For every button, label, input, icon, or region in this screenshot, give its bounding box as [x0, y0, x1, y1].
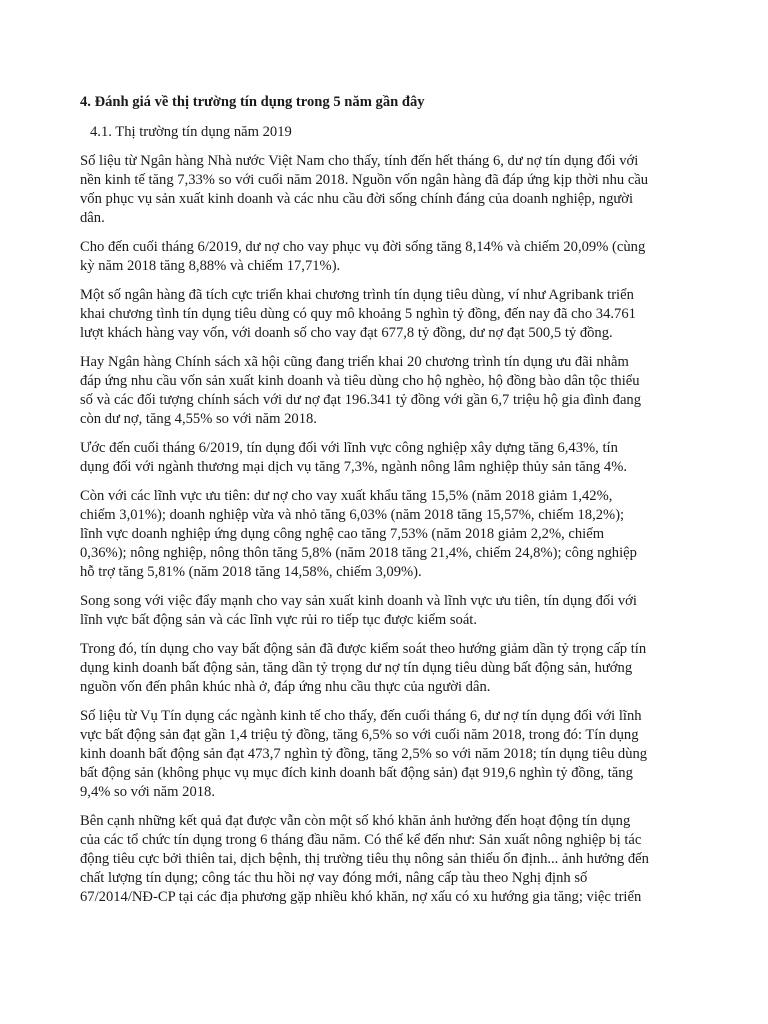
document-page [80, 92, 692, 917]
body-paragraph [80, 812, 692, 907]
body-paragraph [80, 592, 692, 630]
paragraph-line: dân. [80, 210, 105, 226]
subsection-heading: 4.1. Thị trường tín dụng năm 2019 [90, 124, 292, 140]
body-paragraph [80, 353, 692, 429]
paragraph-line: của các tổ chức tín dụng trong 6 tháng đầu năm. Có thể kể đến như: Sản xuất nông nghiệp bị tác [80, 832, 642, 848]
paragraph-line: lĩnh vực doanh nghiệp ứng dụng công nghệ cao tăng 7,53% (năm 2018 giảm 2,2%, chiếm [80, 526, 605, 542]
paragraph-line: hỗ trợ tăng 5,81% (năm 2018 tăng 14,58%, chiếm 3,09%). [80, 564, 422, 580]
paragraph-line: dụng đối với ngành thương mại dịch vụ tăng 7,3%, ngành nông lâm nghiệp thủy sản tăng 4%. [80, 459, 628, 475]
section-heading: 4. Đánh giá về thị trường tín dụng trong 5 năm gần đây [80, 94, 425, 110]
body-paragraph [80, 439, 692, 477]
body-paragraph [80, 152, 692, 228]
paragraph-line: đáp ứng nhu cầu vốn sản xuất kinh doanh và tiêu dùng cho hộ nghèo, hộ đồng bào dân tộc thiểu [80, 373, 640, 389]
paragraph-line: lĩnh vực bất động sản và các lĩnh vực rủi ro tiếp tục được kiểm soát. [80, 612, 477, 628]
paragraph-list [80, 152, 692, 907]
paragraph-line: nguồn vốn đến phân khúc nhà ở, đáp ứng nhu cầu thực của người dân. [80, 679, 491, 695]
paragraph-line: Số liệu từ Vụ Tín dụng các ngành kinh tế cho thấy, đến cuối tháng 6, dư nợ tín dụng đối với lĩnh [80, 708, 642, 724]
paragraph-line: Song song với việc đẩy mạnh cho vay sản xuất kinh doanh và lĩnh vực ưu tiên, tín dụng đối với [80, 593, 637, 609]
paragraph-line: vực bất động sản đạt gần 1,4 triệu tỷ đồng, tăng 6,5% so với cuối năm 2018, trong đó: Tín dụng [80, 727, 639, 743]
paragraph-line: nền kinh tế tăng 7,33% so với cuối năm 2018. Nguồn vốn ngân hàng đã đáp ứng kịp thời nhu cầu [80, 172, 649, 188]
paragraph-line: Còn với các lĩnh vực ưu tiên: dư nợ cho vay xuất khẩu tăng 15,5% (năm 2018 giảm 1,42%, [80, 488, 613, 504]
paragraph-line: dụng kinh doanh bất động sản, tăng dần tỷ trọng dư nợ tín dụng tiêu dùng bất động sản, hướng [80, 660, 633, 676]
paragraph-line: kỳ năm 2018 tăng 8,88% và chiếm 17,71%). [80, 258, 341, 274]
paragraph-line: 0,36%); nông nghiệp, nông thôn tăng 5,8% (năm 2018 tăng 21,4%, chiếm 24,8%); công nghiệp [80, 545, 637, 561]
paragraph-line: còn dư nợ, tăng 4,55% so với năm 2018. [80, 411, 317, 427]
paragraph-line: Trong đó, tín dụng cho vay bất động sản đã được kiểm soát theo hướng giảm dần tỷ trọng cấp tín [80, 641, 647, 657]
paragraph-line: Bên cạnh những kết quả đạt được vẫn còn một số khó khăn ảnh hưởng đến hoạt động tín dụng [80, 813, 631, 829]
paragraph-line: vốn phục vụ sản xuất kinh doanh và các nhu cầu đời sống chính đáng của doanh nghiệp, người [80, 191, 634, 207]
paragraph-line: 67/2014/NĐ-CP tại các địa phương gặp nhiều khó khăn, nợ xấu có xu hướng gia tăng; việc triển [80, 889, 642, 905]
paragraph-line: Số liệu từ Ngân hàng Nhà nước Việt Nam cho thấy, tính đến hết tháng 6, dư nợ tín dụng đối với [80, 153, 639, 169]
body-paragraph [80, 487, 692, 582]
paragraph-line: chiếm 3,01%); doanh nghiệp vừa và nhỏ tăng 6,03% (năm 2018 tăng 15,57%, chiếm 18,2%); [80, 507, 625, 523]
paragraph-line: chất lượng tín dụng; công tác thu hồi nợ vay đóng mới, nâng cấp tàu theo Nghị định số [80, 870, 588, 886]
paragraph-line: Cho đến cuối tháng 6/2019, dư nợ cho vay phục vụ đời sống tăng 8,14% và chiếm 20,09% (cùng [80, 239, 646, 255]
body-paragraph [80, 640, 692, 697]
paragraph-line: Hay Ngân hàng Chính sách xã hội cũng đang triển khai 20 chương trình tín dụng ưu đãi nhằm [80, 354, 629, 370]
body-paragraph [80, 707, 692, 802]
paragraph-line: kinh doanh bất động sản đạt 473,7 nghìn tỷ đồng, tăng 2,5% so với năm 2018; tín dụng tiêu dùng [80, 746, 648, 762]
paragraph-line: số và các đối tượng chính sách với dư nợ đạt 196.341 tỷ đồng với gần 6,7 triệu hộ gia đình đang [80, 392, 642, 408]
paragraph-line: 9,4% so với năm 2018. [80, 784, 215, 800]
paragraph-line: bất động sản (không phục vụ mục đích kinh doanh bất động sản) đạt 919,6 nghìn tỷ đồng, tăng [80, 765, 633, 781]
body-paragraph [80, 286, 692, 343]
paragraph-line: Một số ngân hàng đã tích cực triển khai chương trình tín dụng tiêu dùng, ví như Agribank triển [80, 287, 634, 303]
body-paragraph [80, 238, 692, 276]
paragraph-line: Ước đến cuối tháng 6/2019, tín dụng đối với lĩnh vực công nghiệp xây dựng tăng 6,43%, tín [80, 440, 618, 456]
paragraph-line: khai chương tình tín dụng tiêu dùng có quy mô khoảng 5 nghìn tỷ đồng, đến nay đã cho 34.761 [80, 306, 636, 322]
paragraph-line: động tiêu cực bởi thiên tai, dịch bệnh, thị trường tiêu thụ nông sản thiếu ổn định... ảnh hưởng đến [80, 851, 649, 867]
paragraph-line: lượt khách hàng vay vốn, với doanh số cho vay đạt 677,8 tỷ đồng, dư nợ đạt 500,5 tỷ đồng. [80, 325, 613, 341]
